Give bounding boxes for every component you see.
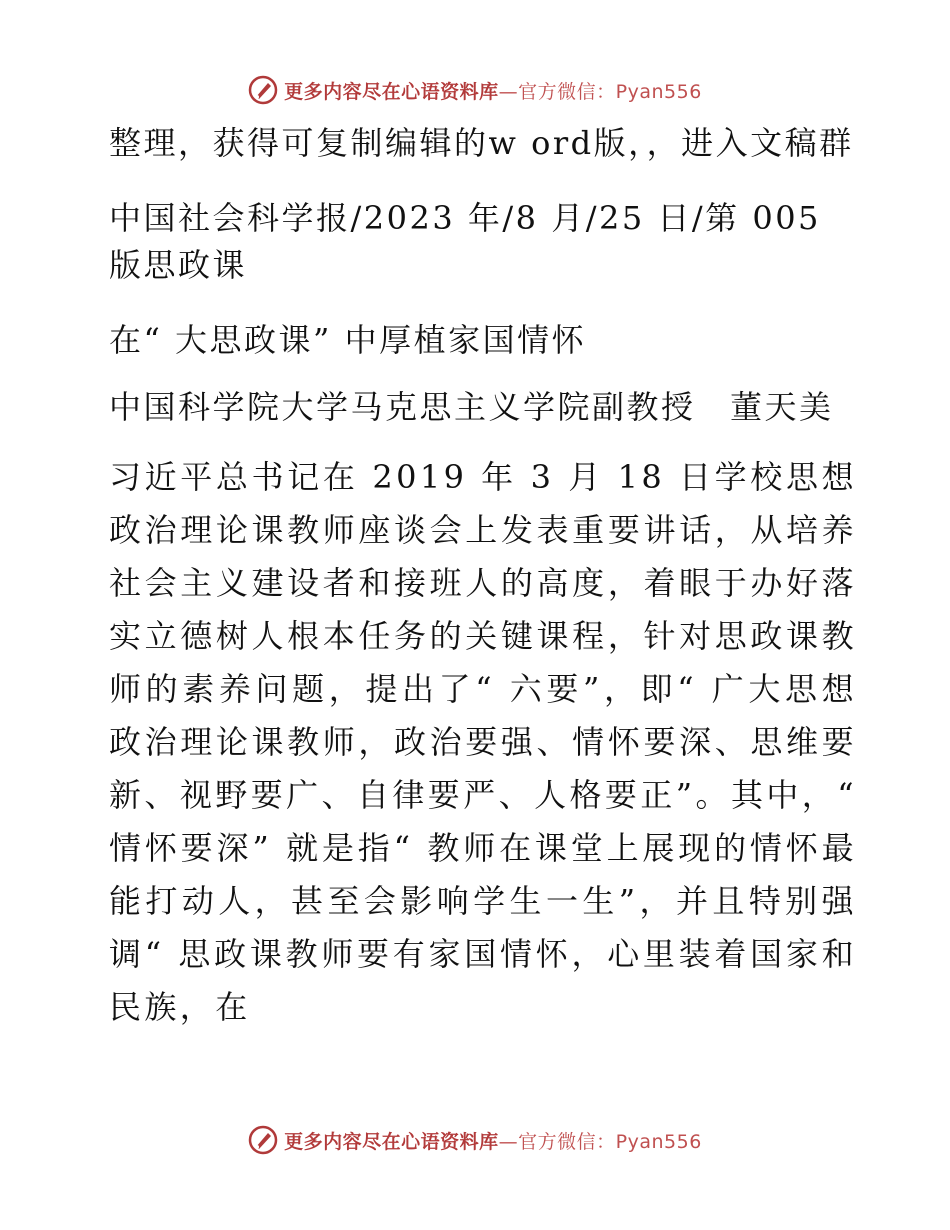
pen-logo-icon — [248, 75, 278, 105]
pen-logo-icon — [248, 1125, 278, 1155]
watermark-text: 更多内容尽在心语资料库 — [284, 80, 499, 103]
document-body — [97, 120, 871, 1034]
watermark-wechat: —官方微信：Pyan556 — [498, 80, 702, 103]
article-title: 在“ 大思政课” 中厚植家国情怀 — [109, 321, 587, 359]
source-citation: 中国社会科学报/2023 年/8 月/25 日/第 005 版思政课 — [109, 199, 834, 284]
body-paragraph: 习近平总书记在 2019 年 3 月 18 日学校思想政治理论课教师座谈会上发表重要讲话，从培养社会主义建设者和接班人的高度，着眼于办好落实立德树人根本任务的关键课程，针对思政课教师的素养问题，提出了“ 六要”，即“ 广大思想政治理论课教师，政治要强、情怀要深、思维要新、视野要广、自律要严、人格要正”。其中，“ 情怀要深” 就是指“ 教师在课堂上展现的情怀最能打动人，甚至会影响学生一生”，并且特别强调“ 思政课教师要有家国情怀，心里装着国家和民族，在 — [109, 458, 871, 1026]
intro-paragraph: 整理，获得可复制编辑的w ord版，，进入文稿群 — [109, 124, 854, 162]
watermark-text: 更多内容尽在心语资料库 — [284, 1130, 499, 1153]
watermark-wechat: —官方微信：Pyan556 — [498, 1130, 702, 1153]
footer-watermark — [0, 1120, 950, 1160]
author-line: 中国科学院大学马克思主义学院副教授 董天美 — [109, 388, 834, 426]
header-watermark — [0, 70, 950, 110]
